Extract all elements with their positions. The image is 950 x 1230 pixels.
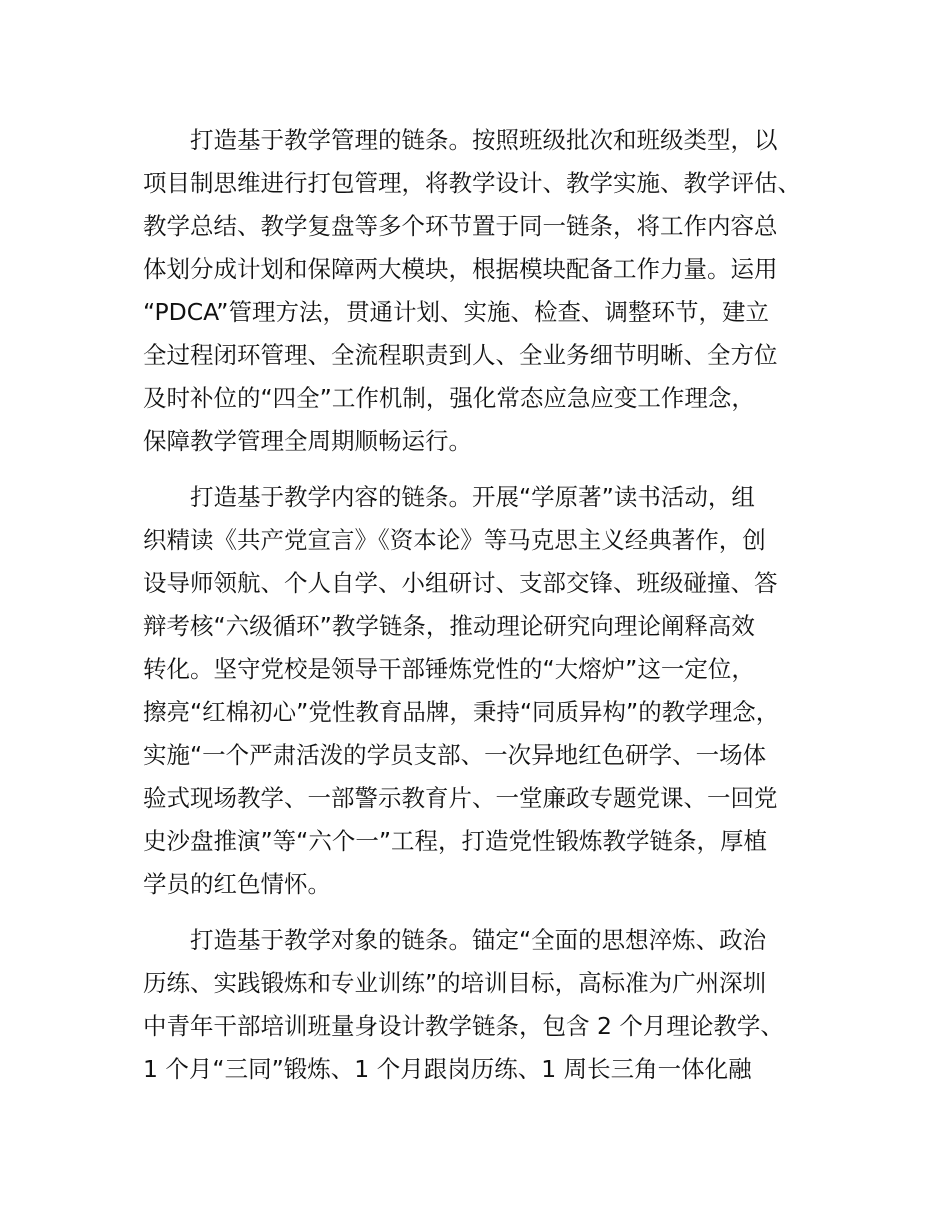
text-line: 实施“一个严肃活泼的学员支部、一次异地红色研学、一场体 [143, 741, 767, 769]
text-line: 打造基于教学内容的链条。开展“学原著”读书活动，组 [190, 483, 755, 511]
text-line: 史沙盘推演”等“六个一”工程，打造党性锻炼教学链条，厚植 [143, 827, 768, 855]
paragraph [143, 119, 833, 463]
text-line: 打造基于教学管理的链条。按照班级批次和班级类型，以 [190, 126, 778, 154]
text-line: 织精读《共产党宣言》《资本论》等马克思主义经典著作，创 [143, 526, 766, 554]
text-line: “PDCA”管理方法，贯通计划、实施、检查、调整环节，建立 [143, 298, 769, 326]
text-line: 教学总结、教学复盘等多个环节置于同一链条，将工作内容总 [143, 212, 778, 240]
paragraph [143, 476, 833, 906]
text-line: 学员的红色情怀。 [143, 870, 331, 898]
text-line: 历练、实践锻炼和专业训练”的培训目标，高标准为广州深圳 [143, 969, 767, 997]
text-line: 及时补位的“四全”工作机制，强化常态应急应变工作理念， [143, 384, 755, 412]
text-line: 擦亮“红棉初心”党性教育品牌，秉持“同质异构”的教学理念， [143, 698, 780, 726]
text-line: 保障教学管理全周期顺畅运行。 [143, 427, 472, 455]
text-line: 项目制思维进行打包管理，将教学设计、教学实施、教学评估、 [143, 169, 801, 197]
text-line: 转化。坚守党校是领导干部锤炼党性的“大熔炉”这一定位， [143, 655, 755, 683]
text-line: 辩考核“六级循环”教学链条，推动理论研究向理论阐释高效 [143, 612, 755, 640]
document-page [143, 119, 833, 1104]
text-line: 验式现场教学、一部警示教育片、一堂廉政专题党课、一回党 [143, 784, 778, 812]
paragraph [143, 919, 833, 1091]
text-line: 体划分成计划和保障两大模块，根据模块配备工作力量。运用 [143, 255, 778, 283]
text-line: 设导师领航、个人自学、小组研讨、支部交锋、班级碰撞、答 [143, 569, 778, 597]
text-line: 打造基于教学对象的链条。锚定“全面的思想淬炼、政治 [190, 926, 767, 954]
text-line: 中青年干部培训班量身设计教学链条，包含 2 个月理论教学、 [143, 1012, 784, 1040]
text-line: 1 个月“三同”锻炼、1 个月跟岗历练、1 周长三角一体化融 [143, 1055, 752, 1083]
text-line: 全过程闭环管理、全流程职责到人、全业务细节明晰、全方位 [143, 341, 778, 369]
